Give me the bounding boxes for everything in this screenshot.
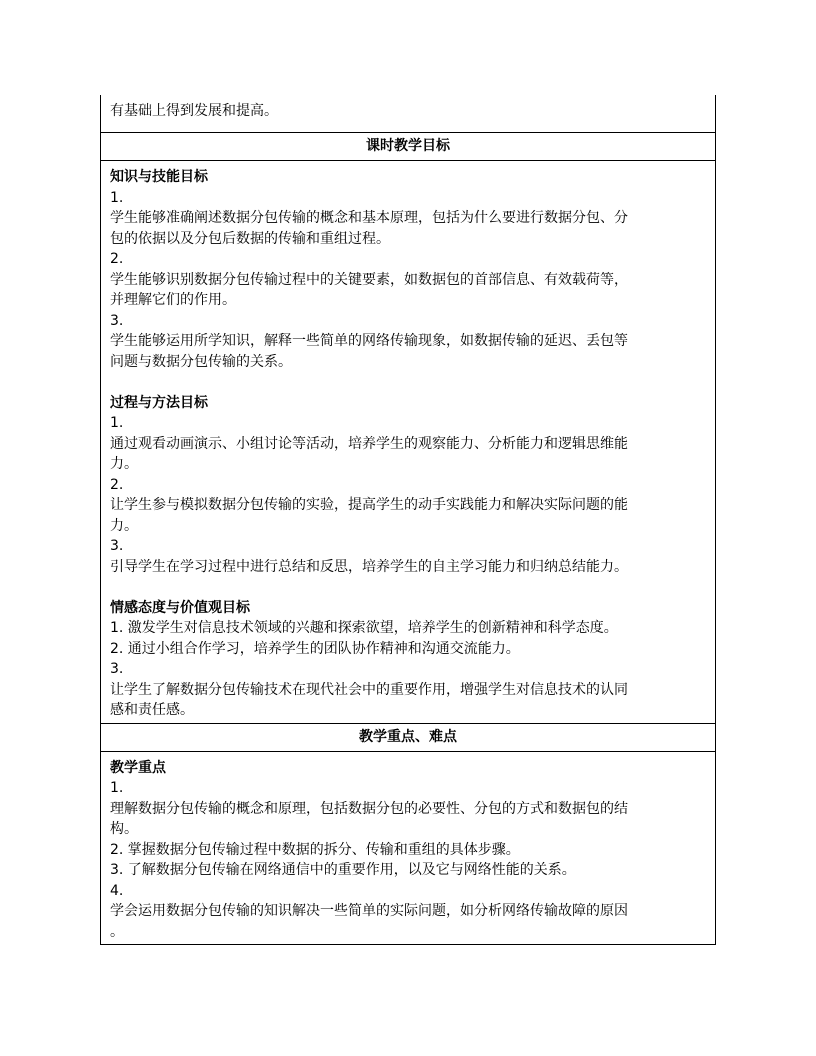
knowledge-item-1-num: 1. <box>110 189 124 206</box>
focus-item-1-num: 1. <box>110 780 124 796</box>
spacer <box>110 577 706 598</box>
process-item-1-num: 1. <box>110 415 124 431</box>
process-item-2-num: 2. <box>110 476 124 493</box>
objectives-cell <box>101 161 715 723</box>
lesson-plan-table <box>100 95 716 945</box>
key-points-cell <box>101 752 715 945</box>
knowledge-item-3-line-1: 学生能够运用所学知识，解释一些简单的网络传输现象，如数据传输的延迟、丢包等 <box>110 333 628 349</box>
spacer <box>110 372 706 393</box>
emotion-heading: 情感态度与价值观目标 <box>110 599 250 616</box>
process-item-3-num: 3. <box>110 538 124 554</box>
process-item-3-line-1: 引导学生在学习过程中进行总结和反思，培养学生的自主学习能力和归纳总结能力。 <box>110 558 628 575</box>
process-item-2-line-2: 力。 <box>110 517 138 534</box>
emotion-item-2: 2. 通过小组合作学习，培养学生的团队协作精神和沟通交流能力。 <box>110 640 520 657</box>
knowledge-item-3-num: 3. <box>110 312 124 329</box>
process-item-1-line-1: 通过观看动画演示、小组讨论等活动，培养学生的观察能力、分析能力和逻辑思维能 <box>110 435 628 452</box>
emotion-item-3-num: 3. <box>110 661 124 677</box>
focus-item-3: 3. 了解数据分包传输在网络通信中的重要作用，以及它与网络性能的关系。 <box>110 862 576 878</box>
focus-item-1-line-2: 构。 <box>110 821 138 837</box>
focus-item-4-num: 4. <box>110 882 124 899</box>
focus-heading: 教学重点 <box>110 759 166 776</box>
knowledge-item-2-num: 2. <box>110 251 124 267</box>
focus-item-1-line-1: 理解数据分包传输的概念和原理，包括数据分包的必要性、分包的方式和数据包的结 <box>110 800 628 817</box>
emotion-item-1: 1. 激发学生对信息技术领域的兴趣和探索欲望，培养学生的创新精神和科学态度。 <box>110 620 618 636</box>
knowledge-item-1-line-2: 包的依据以及分包后数据的传输和重组过程。 <box>110 230 390 247</box>
process-heading: 过程与方法目标 <box>110 394 208 411</box>
process-item-1-line-2: 力。 <box>110 456 138 472</box>
emotion-item-3-line-2: 感和责任感。 <box>110 702 194 718</box>
section-header-key-points: 教学重点、难点 <box>101 723 715 752</box>
intro-text: 有基础上得到发展和提高。 <box>110 103 278 119</box>
knowledge-item-2-line-2: 并理解它们的作用。 <box>110 292 236 308</box>
focus-item-4-line-2: 。 <box>110 923 124 940</box>
knowledge-item-1-line-1: 学生能够准确阐述数据分包传输的概念和基本原理，包括为什么要进行数据分包、分 <box>110 210 628 226</box>
knowledge-heading: 知识与技能目标 <box>110 169 208 185</box>
section-header-objectives: 课时教学目标 <box>101 132 715 161</box>
emotion-item-3-line-1: 让学生了解数据分包传输技术在现代社会中的重要作用，增强学生对信息技术的认同 <box>110 681 628 698</box>
process-item-2-line-1: 让学生参与模拟数据分包传输的实验，提高学生的动手实践能力和解决实际问题的能 <box>110 497 628 513</box>
focus-item-2: 2. 掌握数据分包传输过程中数据的拆分、传输和重组的具体步骤。 <box>110 841 520 858</box>
focus-item-4-line-1: 学会运用数据分包传输的知识解决一些简单的实际问题，如分析网络传输故障的原因 <box>110 903 628 919</box>
knowledge-item-2-line-1: 学生能够识别数据分包传输过程中的关键要素，如数据包的首部信息、有效载荷等， <box>110 271 628 288</box>
intro-cell <box>101 95 715 132</box>
knowledge-item-3-line-2: 问题与数据分包传输的关系。 <box>110 353 292 370</box>
